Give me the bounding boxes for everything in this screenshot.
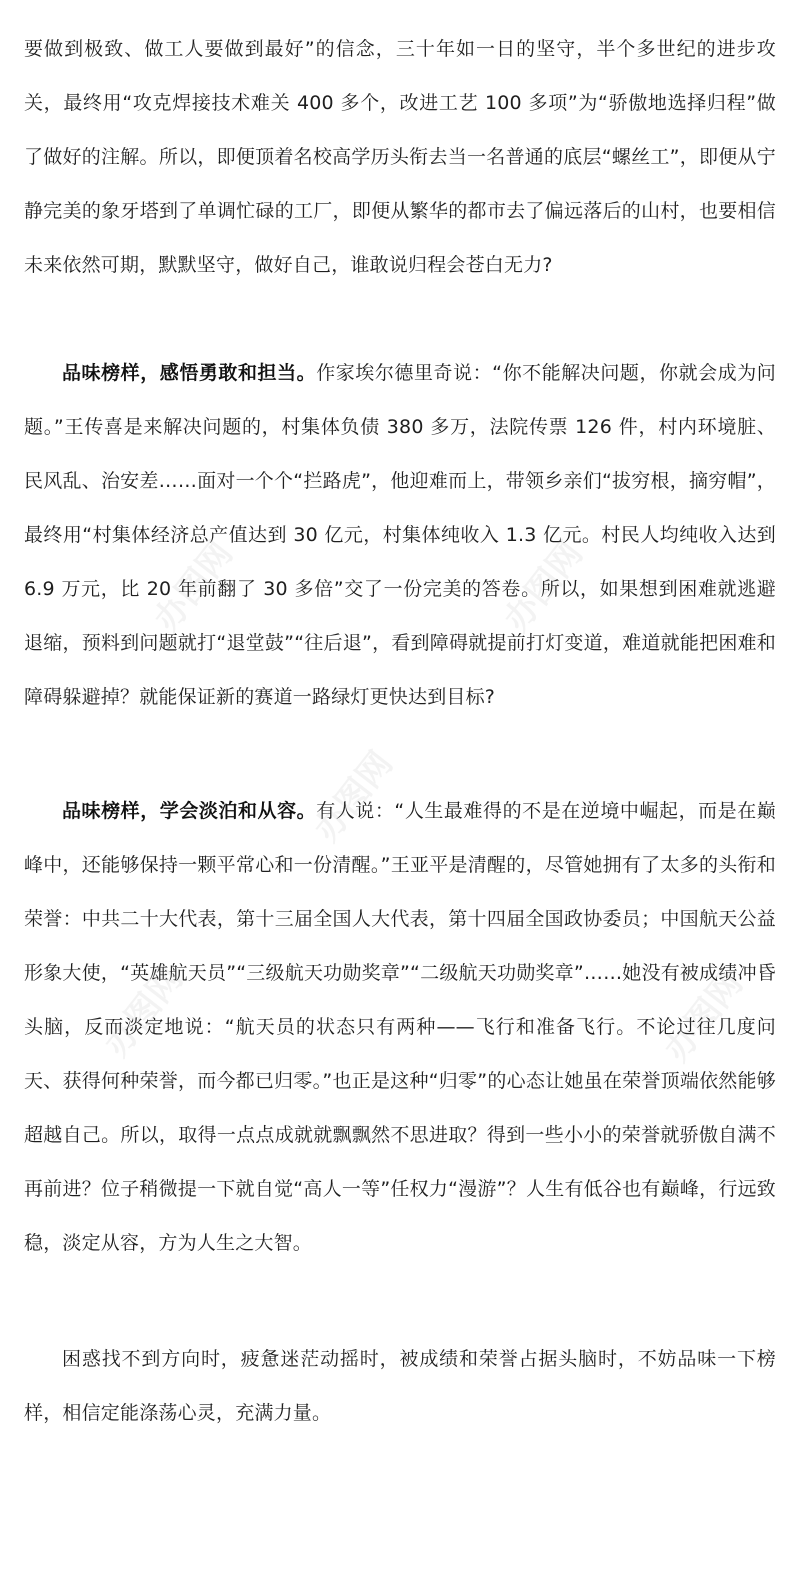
- paragraph-4-text: 困惑找不到方向时，疲惫迷茫动摇时，被成绩和荣誉占据头脑时，不妨品味一下榜样，相信定能涤荡心灵，充满力量。: [24, 1348, 776, 1424]
- paragraph-2-lead: 品味榜样，感悟勇敢和担当。: [62, 362, 317, 384]
- paragraph-1: [24, 22, 776, 292]
- watermark-4: 办图网: [96, 959, 191, 1065]
- watermark-5: 办图网: [656, 964, 751, 1070]
- article-body: [24, 22, 776, 1440]
- paragraph-4: [24, 1332, 776, 1440]
- watermark-1: 办图网: [146, 534, 241, 640]
- paragraph-2-text: 作家埃尔德里奇说：“你不能解决问题，你就会成为问题。”王传喜是来解决问题的，村集体负债 380 多万，法院传票 126 件，村内环境脏、民风乱、治安差……面对一个个“拦路虎”，他迎难而上，带领乡亲们“拔穷根，摘穷帽”，最终用“村集体经济总产值达到 30 亿元，村集体纯收入 1.3 亿元。村民人均纯收入达到 6.9 万元，比 20 年前翻了 30 多倍”交了一份完美的答卷。所以，如果想到困难就逃避退缩，预料到问题就打“退堂鼓”“往后退”，看到障碍就提前打灯变道，难道就能把困难和障碍躲避掉？就能保证新的赛道一路绿灯更快达到目标?: [24, 362, 776, 708]
- paragraph-3-lead: 品味榜样，学会淡泊和从容。: [62, 800, 317, 822]
- watermark-2: 办图网: [496, 534, 591, 640]
- paragraph-2: [24, 346, 776, 724]
- paragraph-1-text: 要做到极致、做工人要做到最好”的信念，三十年如一日的坚守，半个多世纪的进步攻关，最终用“攻克焊接技术难关 400 多个，改进工艺 100 多项”为“骄傲地选择归程”做了做好的注解。所以，即便顶着名校高学历头衔去当一名普通的底层“螺丝工”，即便从宁静完美的象牙塔到了单调忙碌的工厂，即便从繁华的都市去了偏远落后的山村，也要相信未来依然可期，默默坚守，做好自己，谁敢说归程会苍白无力?: [24, 38, 776, 276]
- watermark-3: 办图网: [306, 744, 401, 850]
- paragraph-3-text: 有人说：“人生最难得的不是在逆境中崛起，而是在巅峰中，还能够保持一颗平常心和一份清醒。”王亚平是清醒的，尽管她拥有了太多的头衔和荣誉：中共二十大代表，第十三届全国人大代表，第十四届全国政协委员；中国航天公益形象大使，“英雄航天员”“三级航天功勋奖章”“二级航天功勋奖章”……她没有被成绩冲昏头脑，反而淡定地说：“航天员的状态只有两种——飞行和准备飞行。不论过往几度问天、获得何种荣誉，而今都已归零。”也正是这种“归零”的心态让她虽在荣誉顶端依然能够超越自己。所以，取得一点点成就就飘飘然不思进取？得到一些小小的荣誉就骄傲自满不再前进？位子稍微提一下就自觉“高人一等”任权力“漫游”？人生有低谷也有巅峰，行远致稳，淡定从容，方为人生之大智。: [24, 800, 776, 1254]
- paragraph-3: [24, 784, 776, 1270]
